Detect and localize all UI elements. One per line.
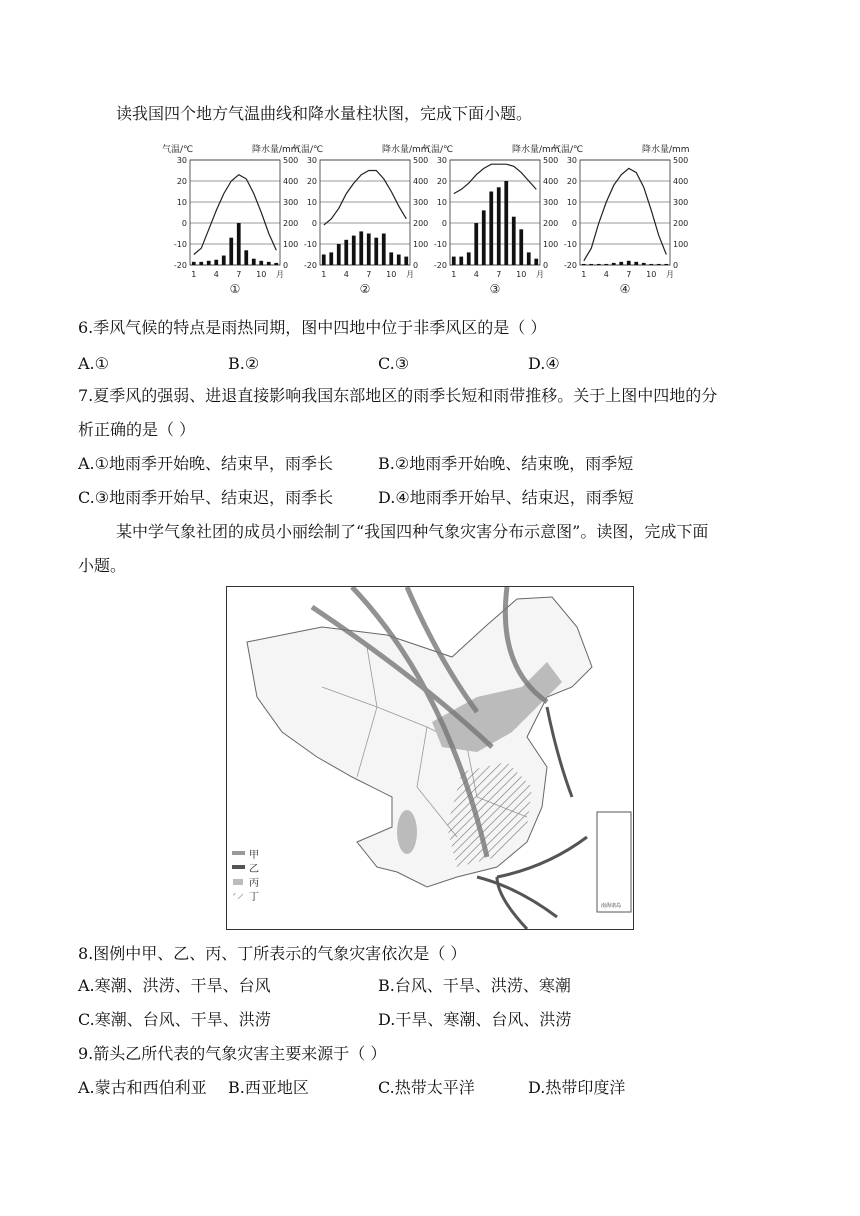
precip-bar — [199, 262, 203, 265]
month-tick-label: 10 — [386, 270, 397, 279]
intro-text-2b: 小题。 — [78, 556, 127, 575]
temp-tick-label: 10 — [566, 198, 577, 207]
precip-bar — [459, 257, 463, 265]
drought-area-southwest — [397, 810, 417, 854]
precip-bar — [259, 261, 263, 265]
chart-number-label: ③ — [489, 282, 501, 296]
typhoon-path-2 — [477, 877, 557, 917]
precip-bar — [597, 264, 601, 265]
temp-tick-label: 20 — [566, 177, 577, 186]
precip-tick-label: 400 — [283, 177, 299, 186]
precip-bar — [344, 240, 348, 265]
precip-bar — [404, 257, 408, 265]
precip-tick-label: 300 — [543, 198, 559, 207]
legend-yi-label: 乙 — [249, 864, 259, 875]
month-tick-label: 1 — [581, 270, 587, 279]
precip-bar — [352, 236, 356, 265]
month-tick-label: 1 — [451, 270, 457, 279]
precip-bar — [237, 223, 241, 265]
q8-option-d[interactable]: D.干旱、寒潮、台风、洪涝 — [378, 1010, 572, 1029]
precip-bar — [397, 255, 401, 266]
typhoon-path-4 — [547, 707, 572, 797]
precip-bar — [482, 210, 486, 265]
precip-axis-title: 降水量/mm — [252, 145, 300, 155]
precip-tick-label: 0 — [543, 261, 549, 270]
temp-curve — [584, 168, 667, 260]
temp-axis-title: 气温/℃ — [162, 145, 194, 155]
precip-tick-label: 100 — [673, 240, 689, 249]
month-tick-label: 10 — [646, 270, 657, 279]
month-unit-label: 月 — [666, 270, 674, 279]
precip-bar — [664, 264, 668, 265]
month-tick-label: 10 — [256, 270, 267, 279]
temp-axis-title: 气温/℃ — [422, 145, 454, 155]
climate-chart-4 — [552, 143, 690, 296]
temp-tick-label: -20 — [563, 261, 577, 270]
temp-tick-label: -10 — [173, 240, 187, 249]
q9-stem: 9.箭头乙所代表的气象灾害主要来源于（ ） — [78, 1044, 387, 1063]
climate-chart-2 — [292, 143, 430, 296]
precip-bar — [627, 261, 631, 265]
month-unit-label: 月 — [276, 270, 284, 279]
month-tick-label: 1 — [321, 270, 327, 279]
precip-bar — [657, 264, 661, 265]
disaster-map — [226, 586, 634, 930]
precip-tick-label: 500 — [283, 156, 299, 165]
temp-tick-label: 30 — [566, 156, 577, 165]
precip-bar — [252, 259, 256, 265]
q7-option-b[interactable]: B.②地雨季开始晚、结束晚，雨季短 — [378, 454, 634, 473]
precip-bar — [504, 181, 508, 265]
precip-bar — [619, 262, 623, 265]
precip-bar — [634, 262, 638, 265]
legend-jia-label: 甲 — [249, 850, 259, 861]
temp-tick-label: 20 — [176, 177, 187, 186]
precip-bar — [604, 264, 608, 265]
map-legend — [232, 849, 259, 903]
legend-bing-swatch — [233, 879, 243, 885]
precip-tick-label: 100 — [543, 240, 559, 249]
precip-tick-label: 200 — [413, 219, 429, 228]
precip-bar — [222, 256, 226, 265]
q6-option-c[interactable]: C.③ — [378, 354, 410, 373]
precip-bar — [244, 250, 248, 265]
climate-chart-3 — [422, 143, 560, 296]
temp-tick-label: 30 — [306, 156, 317, 165]
precip-bar — [274, 263, 278, 265]
q9-option-a[interactable]: A.蒙古和西伯利亚 — [78, 1078, 207, 1097]
temp-tick-label: 10 — [306, 198, 317, 207]
temp-tick-label: -10 — [563, 240, 577, 249]
temp-tick-label: 0 — [441, 219, 447, 228]
precip-bar — [519, 229, 523, 265]
q6-option-d[interactable]: D.④ — [528, 354, 560, 373]
precip-tick-label: 200 — [543, 219, 559, 228]
intro-text-2a: 某中学气象社团的成员小丽绘制了“我国四种气象灾害分布示意图”。读图，完成下面 — [116, 522, 709, 541]
precip-bar — [497, 187, 501, 265]
precip-tick-label: 300 — [283, 198, 299, 207]
precip-tick-label: 500 — [413, 156, 429, 165]
temp-curve — [454, 164, 537, 193]
precip-bar — [512, 217, 516, 265]
temp-tick-label: -20 — [433, 261, 447, 270]
precip-axis-title: 降水量/mm — [642, 145, 690, 155]
precip-tick-label: 400 — [673, 177, 689, 186]
precip-bar — [367, 234, 371, 266]
q7-option-c[interactable]: C.③地雨季开始早、结束迟，雨季长 — [78, 488, 334, 507]
precip-bar — [389, 252, 393, 265]
q8-option-b[interactable]: B.台风、干旱、洪涝、寒潮 — [378, 976, 571, 995]
precip-bar — [229, 238, 233, 265]
month-tick-label: 4 — [213, 270, 219, 279]
intro-text-1: 读我国四个地方气温曲线和降水量柱状图，完成下面小题。 — [116, 104, 533, 123]
month-tick-label: 7 — [366, 270, 372, 279]
month-tick-label: 7 — [236, 270, 242, 279]
temp-tick-label: 20 — [306, 177, 317, 186]
q9-option-c[interactable]: C.热带太平洋 — [378, 1078, 475, 1097]
precip-bar — [534, 259, 538, 265]
climate-charts — [160, 140, 700, 305]
q7-option-d[interactable]: D.④地雨季开始早、结束迟，雨季短 — [378, 488, 634, 507]
q6-stem: 6.季风气候的特点是雨热同期，图中四地中位于非季风区的是（ ） — [78, 318, 547, 337]
precip-bar — [612, 263, 616, 265]
precip-bar — [452, 257, 456, 265]
q7-option-a[interactable]: A.①地雨季开始晚、结束早，雨季长 — [78, 454, 333, 473]
temp-tick-label: 10 — [436, 198, 447, 207]
precip-tick-label: 400 — [543, 177, 559, 186]
precip-bar — [207, 261, 211, 265]
plot-frame — [190, 160, 280, 265]
precip-axis-title: 降水量/mm — [512, 145, 560, 155]
precip-tick-label: 300 — [673, 198, 689, 207]
plot-frame — [320, 160, 410, 265]
precip-bar — [582, 264, 586, 265]
temp-tick-label: 0 — [571, 219, 577, 228]
precip-tick-label: 300 — [413, 198, 429, 207]
precip-bar — [527, 252, 531, 265]
temp-curve — [324, 171, 407, 226]
precip-bar — [474, 223, 478, 265]
climate-chart-1 — [162, 143, 300, 296]
temp-tick-label: 10 — [176, 198, 187, 207]
precip-tick-label: 0 — [673, 261, 679, 270]
precip-tick-label: 100 — [283, 240, 299, 249]
q6-option-a[interactable]: A.① — [78, 354, 109, 373]
month-tick-label: 10 — [516, 270, 527, 279]
china-outline — [247, 597, 592, 887]
q6-option-b[interactable]: B.② — [228, 354, 260, 373]
precip-tick-label: 0 — [413, 261, 419, 270]
q7-stem-line1: 7.夏季风的强弱、进退直接影响我国东部地区的雨季长短和雨带推移。关于上图中四地的分 — [78, 386, 718, 405]
temp-axis-title: 气温/℃ — [292, 145, 324, 155]
precip-bar — [359, 231, 363, 265]
temp-tick-label: -20 — [303, 261, 317, 270]
temp-tick-label: -20 — [173, 261, 187, 270]
precip-bar — [489, 192, 493, 266]
plot-frame — [580, 160, 670, 265]
precip-bar — [329, 252, 333, 265]
precip-bar — [642, 263, 646, 265]
temp-tick-label: 30 — [176, 156, 187, 165]
precip-bar — [337, 244, 341, 265]
south-sea-inset — [597, 812, 631, 912]
precip-tick-label: 200 — [673, 219, 689, 228]
month-unit-label: 月 — [536, 270, 544, 279]
plot-frame — [450, 160, 540, 265]
temp-tick-label: 0 — [311, 219, 317, 228]
q9-option-d[interactable]: D.热带印度洋 — [528, 1078, 626, 1097]
precip-tick-label: 0 — [283, 261, 289, 270]
precip-bar — [192, 262, 196, 265]
precip-tick-label: 200 — [283, 219, 299, 228]
precip-tick-label: 500 — [673, 156, 689, 165]
month-tick-label: 7 — [496, 270, 502, 279]
chart-number-label: ④ — [619, 282, 631, 296]
precip-bar — [267, 262, 271, 265]
temp-tick-label: 30 — [436, 156, 447, 165]
legend-ding-label: 丁 — [249, 892, 259, 903]
month-tick-label: 4 — [343, 270, 349, 279]
legend-bing-label: 丙 — [249, 878, 259, 889]
precip-bar — [374, 238, 378, 265]
month-tick-label: 1 — [191, 270, 197, 279]
month-tick-label: 7 — [626, 270, 632, 279]
month-tick-label: 4 — [603, 270, 609, 279]
precip-bar — [649, 264, 653, 265]
precip-bar — [214, 260, 218, 265]
month-tick-label: 4 — [473, 270, 479, 279]
q8-option-a[interactable]: A.寒潮、洪涝、干旱、台风 — [78, 976, 271, 995]
precip-bar — [322, 255, 326, 266]
precip-axis-title: 降水量/mm — [382, 145, 430, 155]
temp-tick-label: -10 — [433, 240, 447, 249]
precip-bar — [589, 264, 593, 265]
precip-tick-label: 100 — [413, 240, 429, 249]
legend-ding-swatch — [233, 893, 243, 899]
q8-stem: 8.图例中甲、乙、丙、丁所表示的气象灾害依次是（ ） — [78, 944, 467, 963]
q7-stem-line2: 析正确的是（ ） — [78, 420, 196, 439]
chart-number-label: ① — [229, 282, 241, 296]
month-unit-label: 月 — [406, 270, 414, 279]
temp-tick-label: 20 — [436, 177, 447, 186]
precip-tick-label: 400 — [413, 177, 429, 186]
precip-tick-label: 500 — [543, 156, 559, 165]
inset-label: 南海诸岛 — [601, 903, 622, 909]
q9-option-b[interactable]: B.西亚地区 — [228, 1078, 309, 1097]
temp-curve — [194, 175, 276, 255]
temp-tick-label: -10 — [303, 240, 317, 249]
temp-tick-label: 0 — [181, 219, 187, 228]
precip-bar — [467, 252, 471, 265]
temp-axis-title: 气温/℃ — [552, 145, 584, 155]
q8-option-c[interactable]: C.寒潮、台风、干旱、洪涝 — [78, 1010, 271, 1029]
precip-bar — [382, 234, 386, 266]
chart-number-label: ② — [359, 282, 371, 296]
